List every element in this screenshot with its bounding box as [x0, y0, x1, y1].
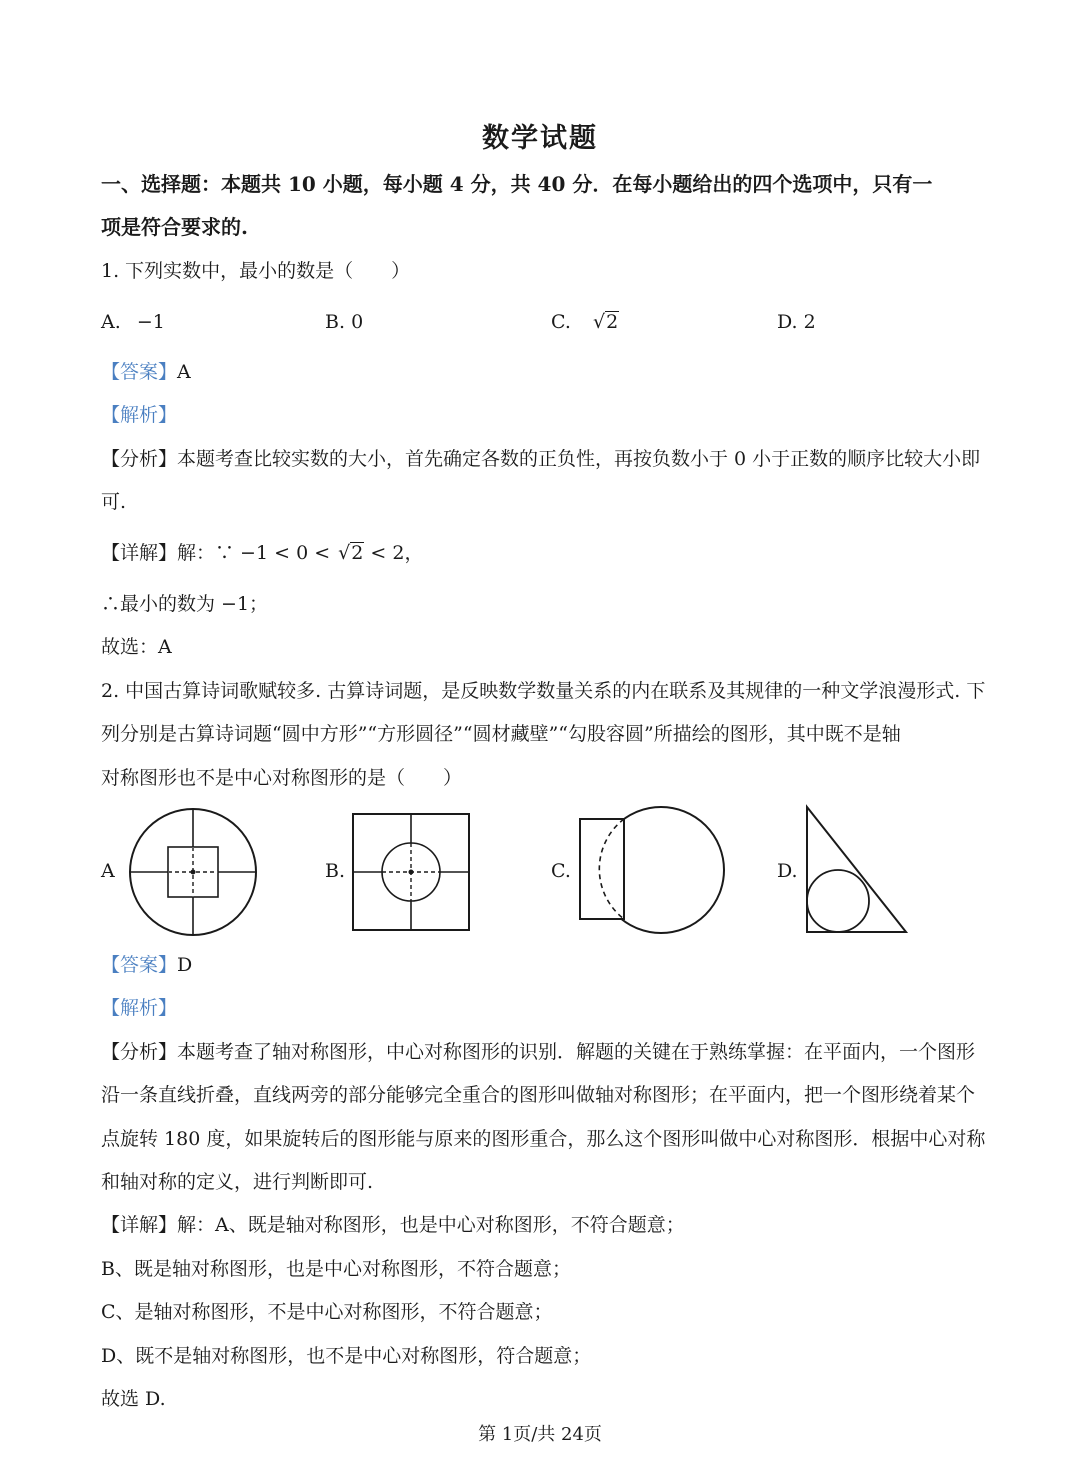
q1-xiangjie-post: < 2，: [364, 542, 424, 564]
q2-fenxi-tag: 【分析】: [101, 1041, 178, 1063]
q1-therefore: ∴最小的数为 −1；: [101, 593, 269, 615]
q1-option-c: [551, 310, 619, 334]
q2-figure-b: [352, 813, 470, 931]
q2-analysis-tag: 【解析】: [101, 997, 178, 1019]
q1-stem: 1. 下列实数中，最小的数是（ ）: [101, 260, 411, 282]
q1-option-b: [325, 310, 363, 334]
q1-xiangjie-radicand: 2: [351, 542, 364, 564]
q2-answer-value: D: [177, 954, 193, 976]
q2-xiangjie-a: [101, 1213, 685, 1237]
section-heading-line1: 一、选择题：本题共 10 小题，每小题 4 分，共 40 分．在每小题给出的四个选项中，只有一: [101, 172, 933, 196]
q2-fenxi-line1: [101, 1040, 975, 1064]
q1-option-a-value: −1: [136, 311, 165, 333]
section-heading-line2: 项是符合要求的.: [101, 215, 248, 239]
q1-analysis-tag: 【解析】: [101, 404, 178, 426]
q2-xiangjie-c: C、是轴对称图形，不是中心对称图形，不符合题意；: [101, 1301, 553, 1323]
q1-fenxi-tag: 【分析】: [101, 448, 178, 470]
q1-option-b-label: B.: [325, 311, 346, 333]
q1-xiangjie-pre: 解：∵ −1 < 0 <: [177, 542, 337, 564]
q2-figure-b-label: B.: [325, 860, 346, 882]
q2-figure-d: [805, 805, 909, 935]
q2-figure-c-label: C.: [551, 860, 571, 882]
q1-option-c-sqrt: √2: [592, 311, 619, 333]
q2-stem-line3: 对称图形也不是中心对称图形的是（ ）: [101, 767, 463, 789]
q1-choose: 故选：A: [101, 636, 172, 658]
page-title: 数学试题: [482, 123, 598, 154]
q1-answer-tag: 【答案】: [101, 361, 178, 383]
q1-option-a-label: A.: [101, 311, 121, 333]
q1-xiangjie-sqrt: √2: [338, 542, 364, 564]
q1-option-c-label: C.: [551, 311, 571, 333]
q2-answer: [101, 953, 192, 977]
q1-xiangjie: [101, 541, 423, 565]
q2-figure-d-label: D.: [777, 860, 798, 882]
q1-xiangjie-tag: 【详解】: [101, 542, 178, 564]
q2-stem-line2: 列分别是古算诗词题“圆中方形”“方形圆径”“圆材藏壁”“勾股容圆”所描绘的图形，其中既不是轴: [101, 723, 901, 745]
q2-xiangjie-d: D、既不是轴对称图形，也不是中心对称图形，符合题意；: [101, 1345, 592, 1367]
q1-option-d: [777, 310, 816, 334]
q2-fenxi-line3: 点旋转 180 度，如果旋转后的图形能与原来的图形重合，那么这个图形叫做中心对称图形．根据中心对称: [101, 1128, 986, 1150]
q1-fenxi-line1: [101, 447, 980, 471]
q1-answer-value: A: [177, 361, 191, 383]
q1-option-d-value: 2: [803, 311, 816, 333]
q2-choose: 故选 D.: [101, 1388, 166, 1410]
q2-answer-tag: 【答案】: [101, 954, 178, 976]
q1-option-b-value: 0: [351, 311, 364, 333]
q1-fenxi-line2: 可.: [101, 491, 127, 513]
q1-fenxi-text: 本题考查比较实数的大小，首先确定各数的正负性，再按负数小于 0 小于正数的顺序比较大小即: [177, 448, 981, 470]
q2-fenxi-line4: 和轴对称的定义，进行判断即可.: [101, 1171, 374, 1193]
q1-option-c-radicand: 2: [606, 311, 619, 333]
q2-figure-a-label: A: [101, 860, 115, 882]
q2-xiangjie-b: B、既是轴对称图形，也是中心对称图形，不符合题意；: [101, 1258, 571, 1280]
q2-fenxi-text: 本题考查了轴对称图形，中心对称图形的识别．解题的关键在于熟练掌握：在平面内，一个图形: [177, 1041, 976, 1063]
q2-xiangjie-a-text: 解：A、既是轴对称图形，也是中心对称图形，不符合题意；: [177, 1214, 685, 1236]
q1-option-a: [101, 310, 165, 334]
page-footer: 第 1页/共 24页: [478, 1424, 602, 1445]
q2-figure-c: [578, 804, 728, 936]
q1-answer: [101, 360, 191, 384]
q2-stem-line1: 2. 中国古算诗词歌赋较多. 古算诗词题，是反映数学数量关系的内在联系及其规律的一种文学浪漫形式. 下: [101, 680, 986, 702]
q2-figure-a: [127, 806, 259, 938]
q2-fenxi-line2: 沿一条直线折叠，直线两旁的部分能够完全重合的图形叫做轴对称图形；在平面内，把一个图形绕着某个: [101, 1084, 976, 1106]
q1-option-d-label: D.: [777, 311, 798, 333]
q2-xiangjie-tag: 【详解】: [101, 1214, 178, 1236]
